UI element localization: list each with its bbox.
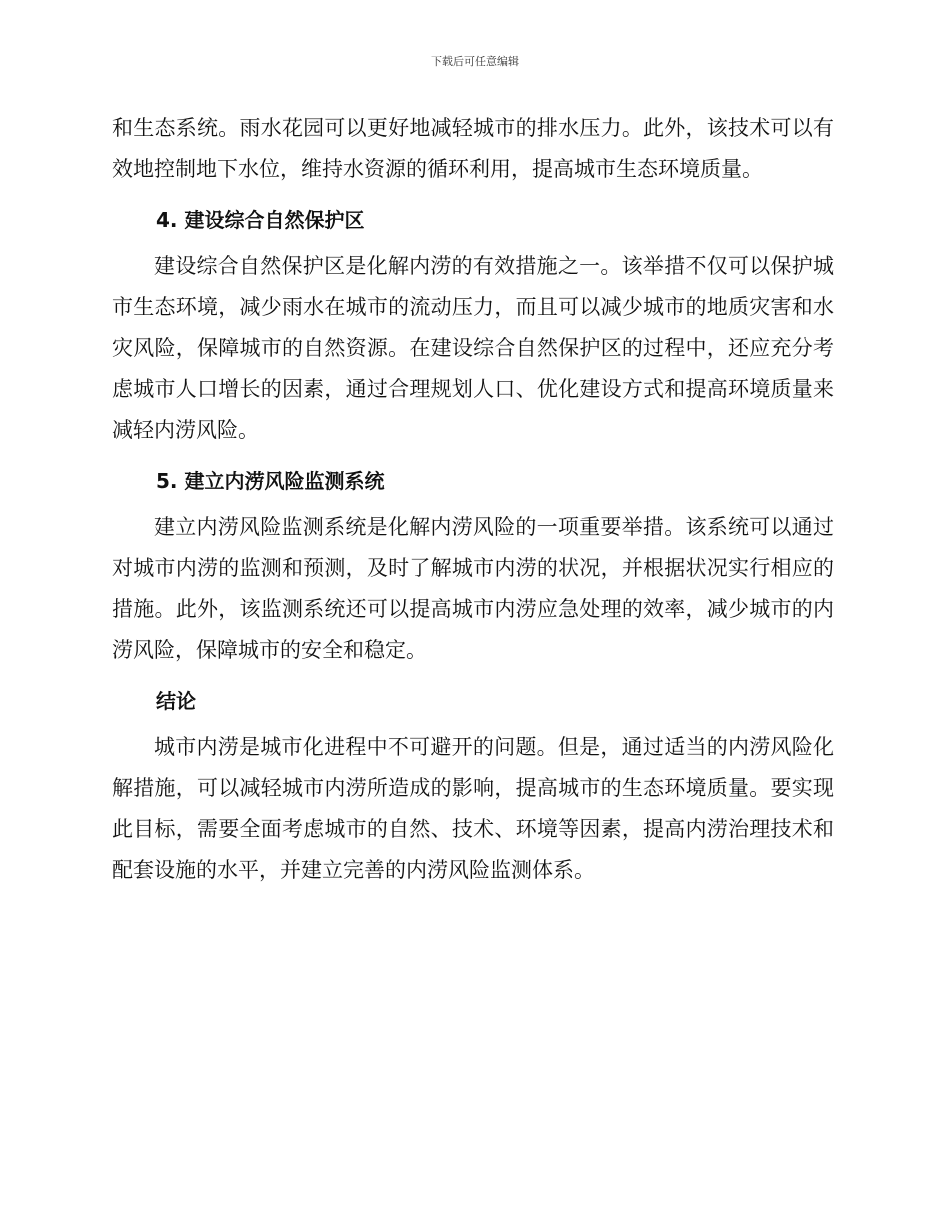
conclusion-paragraph: 城市内涝是城市化进程中不可避开的问题。但是，通过适当的内涝风险化解措施，可以减轻城市内涝所造成的影响，提高城市的生态环境质量。要实现此目标，需要全面考虑城市的自然、技术、环境等因素，提高内涝治理技术和配套设施的水平，并建立完善的内涝风险监测体系。 — [112, 735, 834, 882]
page-header: 下载后可任意编辑 — [431, 55, 519, 68]
section-4-heading: 4. 建设综合自然保护区 — [156, 208, 365, 232]
intro-paragraph: 和生态系统。雨水花园可以更好地减轻城市的排水压力。此外，该技术可以有效地控制地下水位，维持水资源的循环利用，提高城市生态环境质量。 — [112, 116, 834, 181]
section-4-paragraph: 建设综合自然保护区是化解内涝的有效措施之一。该举措不仅可以保护城市生态环境，减少雨水在城市的流动压力，而且可以减少城市的地质灾害和水灾风险，保障城市的自然资源。在建设综合自然保护区的过程中，还应充分考虑城市人口增长的因素，通过合理规划人口、优化建设方式和提高环境质量来减轻内涝风险。 — [112, 254, 834, 442]
document-body — [112, 108, 834, 891]
section-5-paragraph: 建立内涝风险监测系统是化解内涝风险的一项重要举措。该系统可以通过对城市内涝的监测和预测，及时了解城市内涝的状况，并根据状况实行相应的措施。此外，该监测系统还可以提高城市内涝应急处理的效率，减少城市的内涝风险，保障城市的安全和稳定。 — [112, 515, 834, 662]
conclusion-heading: 结论 — [156, 689, 196, 713]
section-5-heading: 5. 建立内涝风险监测系统 — [156, 469, 385, 493]
